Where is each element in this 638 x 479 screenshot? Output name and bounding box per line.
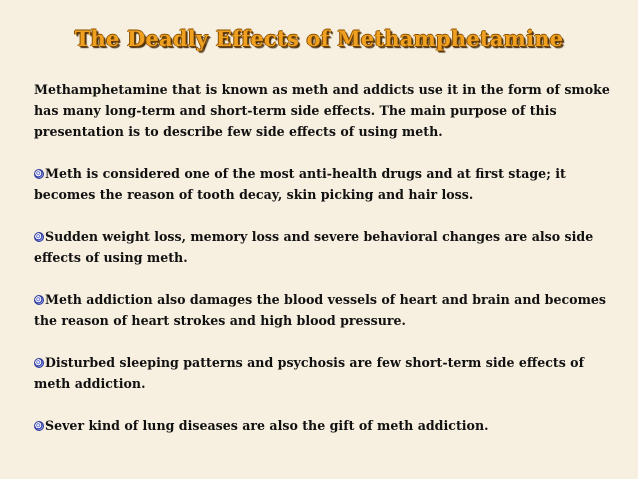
bullet-text: Meth is considered one of the most anti-health drugs and at first stage; it becomes the reason of tooth decay, skin picking and hair loss.: [34, 166, 566, 202]
spiral-bullet-icon: [34, 169, 44, 179]
bullet-item: [34, 289, 614, 331]
spiral-bullet-icon: [34, 232, 44, 242]
spiral-bullet-icon: [34, 421, 44, 431]
bullet-text: Sever kind of lung diseases are also the gift of meth addiction.: [45, 418, 489, 433]
bullet-item: [34, 226, 614, 268]
bullet-text: Disturbed sleeping patterns and psychosis are few short-term side effects of meth addiction.: [34, 355, 584, 391]
spiral-bullet-icon: [34, 295, 44, 305]
slide-title: The Deadly Effects of Methamphetamine: [74, 26, 564, 51]
bullet-item: [34, 352, 614, 394]
bullet-item: [34, 415, 614, 436]
intro-paragraph: Methamphetamine that is known as meth and addicts use it in the form of smoke has many long-term and short-term side effects. The main purpose of this presentation is to describe few side effects of using meth.: [34, 82, 610, 139]
bullet-text: Meth addiction also damages the blood vessels of heart and brain and becomes the reason of heart strokes and high blood pressure.: [34, 292, 606, 328]
slide-body: [34, 79, 614, 457]
bullet-text: Sudden weight loss, memory loss and severe behavioral changes are also side effects of using meth.: [34, 229, 594, 265]
spiral-bullet-icon: [34, 358, 44, 368]
bullet-item: [34, 163, 614, 205]
